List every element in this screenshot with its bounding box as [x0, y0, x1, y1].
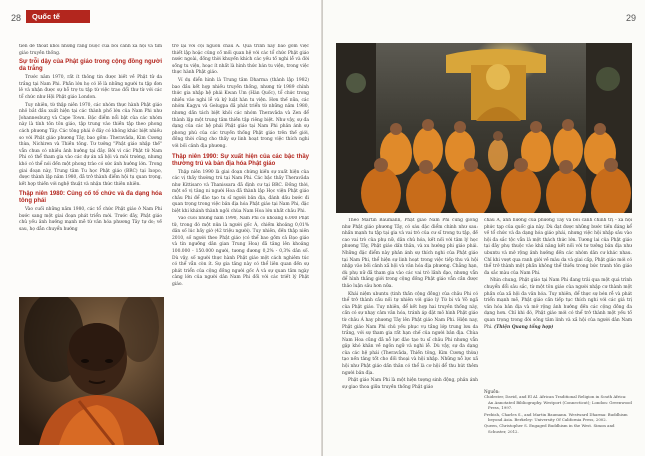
photo-monks-gathering-image	[336, 43, 632, 213]
reference-item: Prebish, Charles S., and Martin Baumann. Westward Dharma: Buddhism beyond Asia. Berkeley: University Of California Press, 2002.	[484, 411, 628, 423]
paragraph: Khái niệm ubuntu (tinh thần cộng đồng) của châu Phi có thể trở thành cầu nối tự nhiên với giáo lý Từ bi và Vô ngã của Phật giáo. Tuy nhiên, để kết hợp hai truyền thống này, cần có sự nhạy cảm văn hóa, tránh áp đặt mô hình Phật giáo từ châu Á hay phương Tây lên Phật giáo Nam Phi. Hiện nay, Phật giáo Nam Phi chủ yếu phục vụ tầng lớp trung lưu da trắng, với sự tham gia rất hạn chế của người bản địa. Chùa Nam Hoa cũng đã nỗ lực đào tạo tu sĩ châu Phi nhưng vẫn gặp khó khăn về ngôn ngữ và nghi lễ. Dù vậy, sự đa dạng của các hệ phái (Theravāda, Thiền tông, Kim Cương thừa) tạo nền tảng tốt cho đối thoại và hội nhập. Những nỗ lực xã hội như Phật giáo dấn thân có thể là cơ hội để thu hút thêm người bản địa.	[342, 291, 478, 376]
paragraph: Thập niên 1990 là giai đoạn chứng kiến sự xuất hiện của các vị thầy thường trú tại Nam Phi. Các bậc thầy Theravāda như Kittisaro và Thanissara đã định cư tại BRC. Đồng thời, một số vị tăng ni người Hoa đã thành lập Học viện Phật giáo châu Phi để đào tạo tu sĩ người bản địa, đánh dấu bước đi quan trọng trong việc bản địa hóa Phật giáo tại Nam Phi, đặc biệt khi khánh thành ngôi chùa Nam Hoa lớn nhất châu Phi.	[172, 169, 309, 215]
paragraph: trở lại với cội nguồn châu Á. Quá trình này bao gồm việc thiết lập hoặc củng cố mối quan hệ với các tổ chức Phật giáo nước ngoài, đồng thời khuyến khích các yếu tố nghi lễ và đời sống tu viện, hoạc ít nhất là hình thức bán tu viện, trong việc thực hành Phật giáo.	[172, 44, 309, 76]
heading-1980s: Thập niên 1980: Củng cố tổ chức và đa dạng hóa tông phái	[19, 191, 162, 205]
heading-white-community: Sự trỗi dậy của Phật giáo trong cộng đồng người da trắng	[19, 59, 162, 73]
right-column-2	[484, 218, 632, 386]
photo-young-monk	[19, 297, 164, 445]
paragraph: Vào cuối những năm 1990, Nam Phi có khoảng 6.000 Phật tử, trong đó một nửa là người gốc Á, chiếm khoảng 0,01% dân số lúc bấy giờ (42 triệu người). Tuy nhiên, đến thập niên 2010, số người theo Phật giáo (có thể bao gồm cả Đạo giáo và tín ngưỡng dân gian Trung Hoa) đã tăng lên khoảng 100.000 - 150.000 người, tương đương 0,2% - 0,3% dân số. Dù vậy, số người thực hành Phật giáo một cách nghiêm túc có thể vẫn còn ít. Sự gia tăng này có thể liên quan đến sự phát triển của cộng đồng người gốc Á và sự quan tâm ngày càng lớn của người dân Nam Phi đối với các triết lý Phật giáo.	[172, 216, 309, 287]
paragraph	[484, 278, 632, 331]
conclusion-text: Nhìn chung, Phật giáo tại Nam Phi đang trải qua một quá trình chuyển đổi sâu sắc, từ một tôn giáo của người nhập cư thành một phần của xã hội đa văn hóa. Tuy nhiên, để thực sự bén rễ và phát triển mạnh mẽ, Phật giáo cần tiếp tục thích nghi với các giá trị văn hóa bản địa và mở rộng ảnh hưởng đến các cộng đồng đa dạng hơn. Chỉ khi đó, Phật giáo mới có thể trở thành một yếu tố quan trọng trong đời sống tâm linh và xã hội của người dân Nam Phi.	[484, 278, 632, 330]
paragraph: Trước năm 1970, rất ít thông tin được biết về Phật tử da trắng tại Nam Phi. Phần lớn họ có lẽ là những người tu tập đơn lẻ và nhận được sự hỗ trợ tu tập từ việc trao đổi thư từ với các tổ chức như Hội Phật giáo London.	[19, 75, 162, 100]
left-column-1	[19, 44, 162, 296]
left-page-number: 28	[11, 13, 22, 23]
right-page-number: 29	[625, 13, 636, 23]
section-tag: Quốc tế	[26, 10, 90, 23]
left-column-2-top	[172, 44, 309, 216]
paragraph: Vào cuối những năm 1980, các tổ chức Phật giáo ở Nam Phi bước sang một giai đoạn phát triển mới. Trước đây, Phật giáo chủ yếu ảnh hưởng mạnh mẽ từ văn hóa phương Tây tự do; về sau, họ dẫn chuyển hướng	[19, 207, 162, 233]
references	[484, 389, 632, 435]
intro-paragraph: tiên để thoát khỏi những ràng buộc của bối cảnh xã hội và tìm giáo truyền thống.	[19, 44, 162, 56]
paragraph: Phật giáo Nam Phi là một hiện tượng sinh động, phản ánh sự giao thoa giữa truyền thống Phật giáo	[342, 378, 478, 390]
right-column-1	[342, 218, 478, 450]
paragraph: châu Á, ảnh hưởng của phương Tây và bối cảnh chính trị - xã hội phức tạp của quốc gia này. Dù đạt được những bước tiến đáng kể về tổ chức và đa dạng hóa giáo phái, nhưng việc hội nhập sâu vào hội đa sắc tộc vẫn là một thách thức lớn. Tương lai của Phật giáo tại đây phụ thuộc vào khả năng kết nối với tư tưởng bản địa như ubuntu và mở rộng ảnh hưởng đến các nhóm dân cư khác nhau. Chỉ khi vượt qua ranh giới về màu da và giai cấp, Phật giáo mới có thể trở thành một phần không thể thiếu trong bức tranh tôn giáo đa sắc màu của Nam Phi.	[484, 218, 632, 276]
left-column-2-bottom	[172, 216, 309, 447]
heading-1990s: Thập niên 1990: Sự xuất hiện của các bậc thầy thường trú và bản địa hóa Phật giáo	[172, 153, 309, 167]
reference-item: Chidester, David, and El Al. African Traditional Religion in South Africa: An Annotated Bibliography. Westport (Connecticut); London: Greenwood Press, 1997.	[484, 394, 632, 411]
references-title: Nguồn:	[484, 389, 500, 394]
reference-item: Queen, Christopher S. Engaged Buddhism in the West. Simon and Schuster, 2012.	[484, 423, 615, 434]
author-credit: (Thiện Quang tổng hợp)	[494, 324, 554, 330]
left-page	[0, 0, 322, 456]
paragraph: Tuy nhiên, từ thập niên 1970, các nhóm thực hành Phật giáo nhỏ bắt đầu xuất hiện tại các thành phố lớn của Nam Phi như Johannesburg và Cape Town. Đặc điểm nổi bật của các nhóm này là tính tôn tôn giáo, tập trung vào thiền tập theo phong cách phương Tây. Các tông phái ở đây có không khác biệt nhiều so với Phật giáo phương Tây, bao gồm: Theravāda, Kim Cương thừa, Nichiren và Thiền tông. Tư tưởng "Phật giáo nhập thế" vẫn chưa có nhiều ảnh hưởng tại đây. Bởi vì các Phật tử Nam Phi có thể tham gia vào các dự án xã hội và môi trường, nhưng khó có thể nói đến một phong trào có sức ảnh hưởng lớn. Trong giai đoạn này, Trung tâm Tu học Phật giáo (BRC) tại Ixopo, được thành lập năm 1980, đã trở thành điểm hội tụ quan trọng, kết hợp thiền với nghệ thuật và nhận thức thiên nhiên.	[19, 102, 162, 187]
paragraph: Ví dụ điển hình là Trung tâm Dharma (thành lập 1982) bao đầu kết hợp nhiều truyền thống, nhưng từ 1989 chính thức gia nhập hệ phái Kwan Um (Hàn Quốc), tổ chức trong nhiều vào nghi lễ và kỷ luật hàn tu viện. Hơn thế nữa, các nhóm Kagyu và Gelugpa đã phát triển từ những năm 1980, nhưng dần tách biệt khỏi các nhóm Theravāda và Zen để thành lập một trung tâm thiền tập riêng biệt. Như vậy, sự đa dạng của các hệ phái Phật giáo tại Nam Phi phản ánh sự phong phú của các truyền thống Phật giáo trên thế giới, đồng thời cũng cho thấy sự linh hoạt trong việc thích nghi với bối cảnh địa phương.	[172, 77, 309, 149]
photo-monks-gathering	[336, 43, 632, 213]
photo-young-monk-image	[19, 297, 164, 445]
paragraph: Theo Martin Baumann, Phật giáo Nam Phi cũng giống như Phật giáo phương Tây, có sáu đặc điểm chính như sau: nhấn mạnh tu tập tại gia và vai trò của cư sĩ trong tu tập, đề cao vai trò của phụ nữ, dân chủ hóa, kết nối với tâm lý học phương Tây, Phật giáo dấn thân, và xu hướng phi giáo phái. Những đặc điểm này phản ánh sự thích nghi của Phật giáo tại Nam Phi, thể hiện sự linh hoạt trong việc tiếp thu và hội nhập vào bối cảnh xã hội và văn hóa địa phương. Chẳng hạn, dù phụ nữ đã tham gia vào các vai trò lãnh đạo, nhưng vẫn để hình thắng giới trong cộng đồng Phật giáo vẫn cần được thảo luận sâu hơn nữa.	[342, 218, 478, 289]
